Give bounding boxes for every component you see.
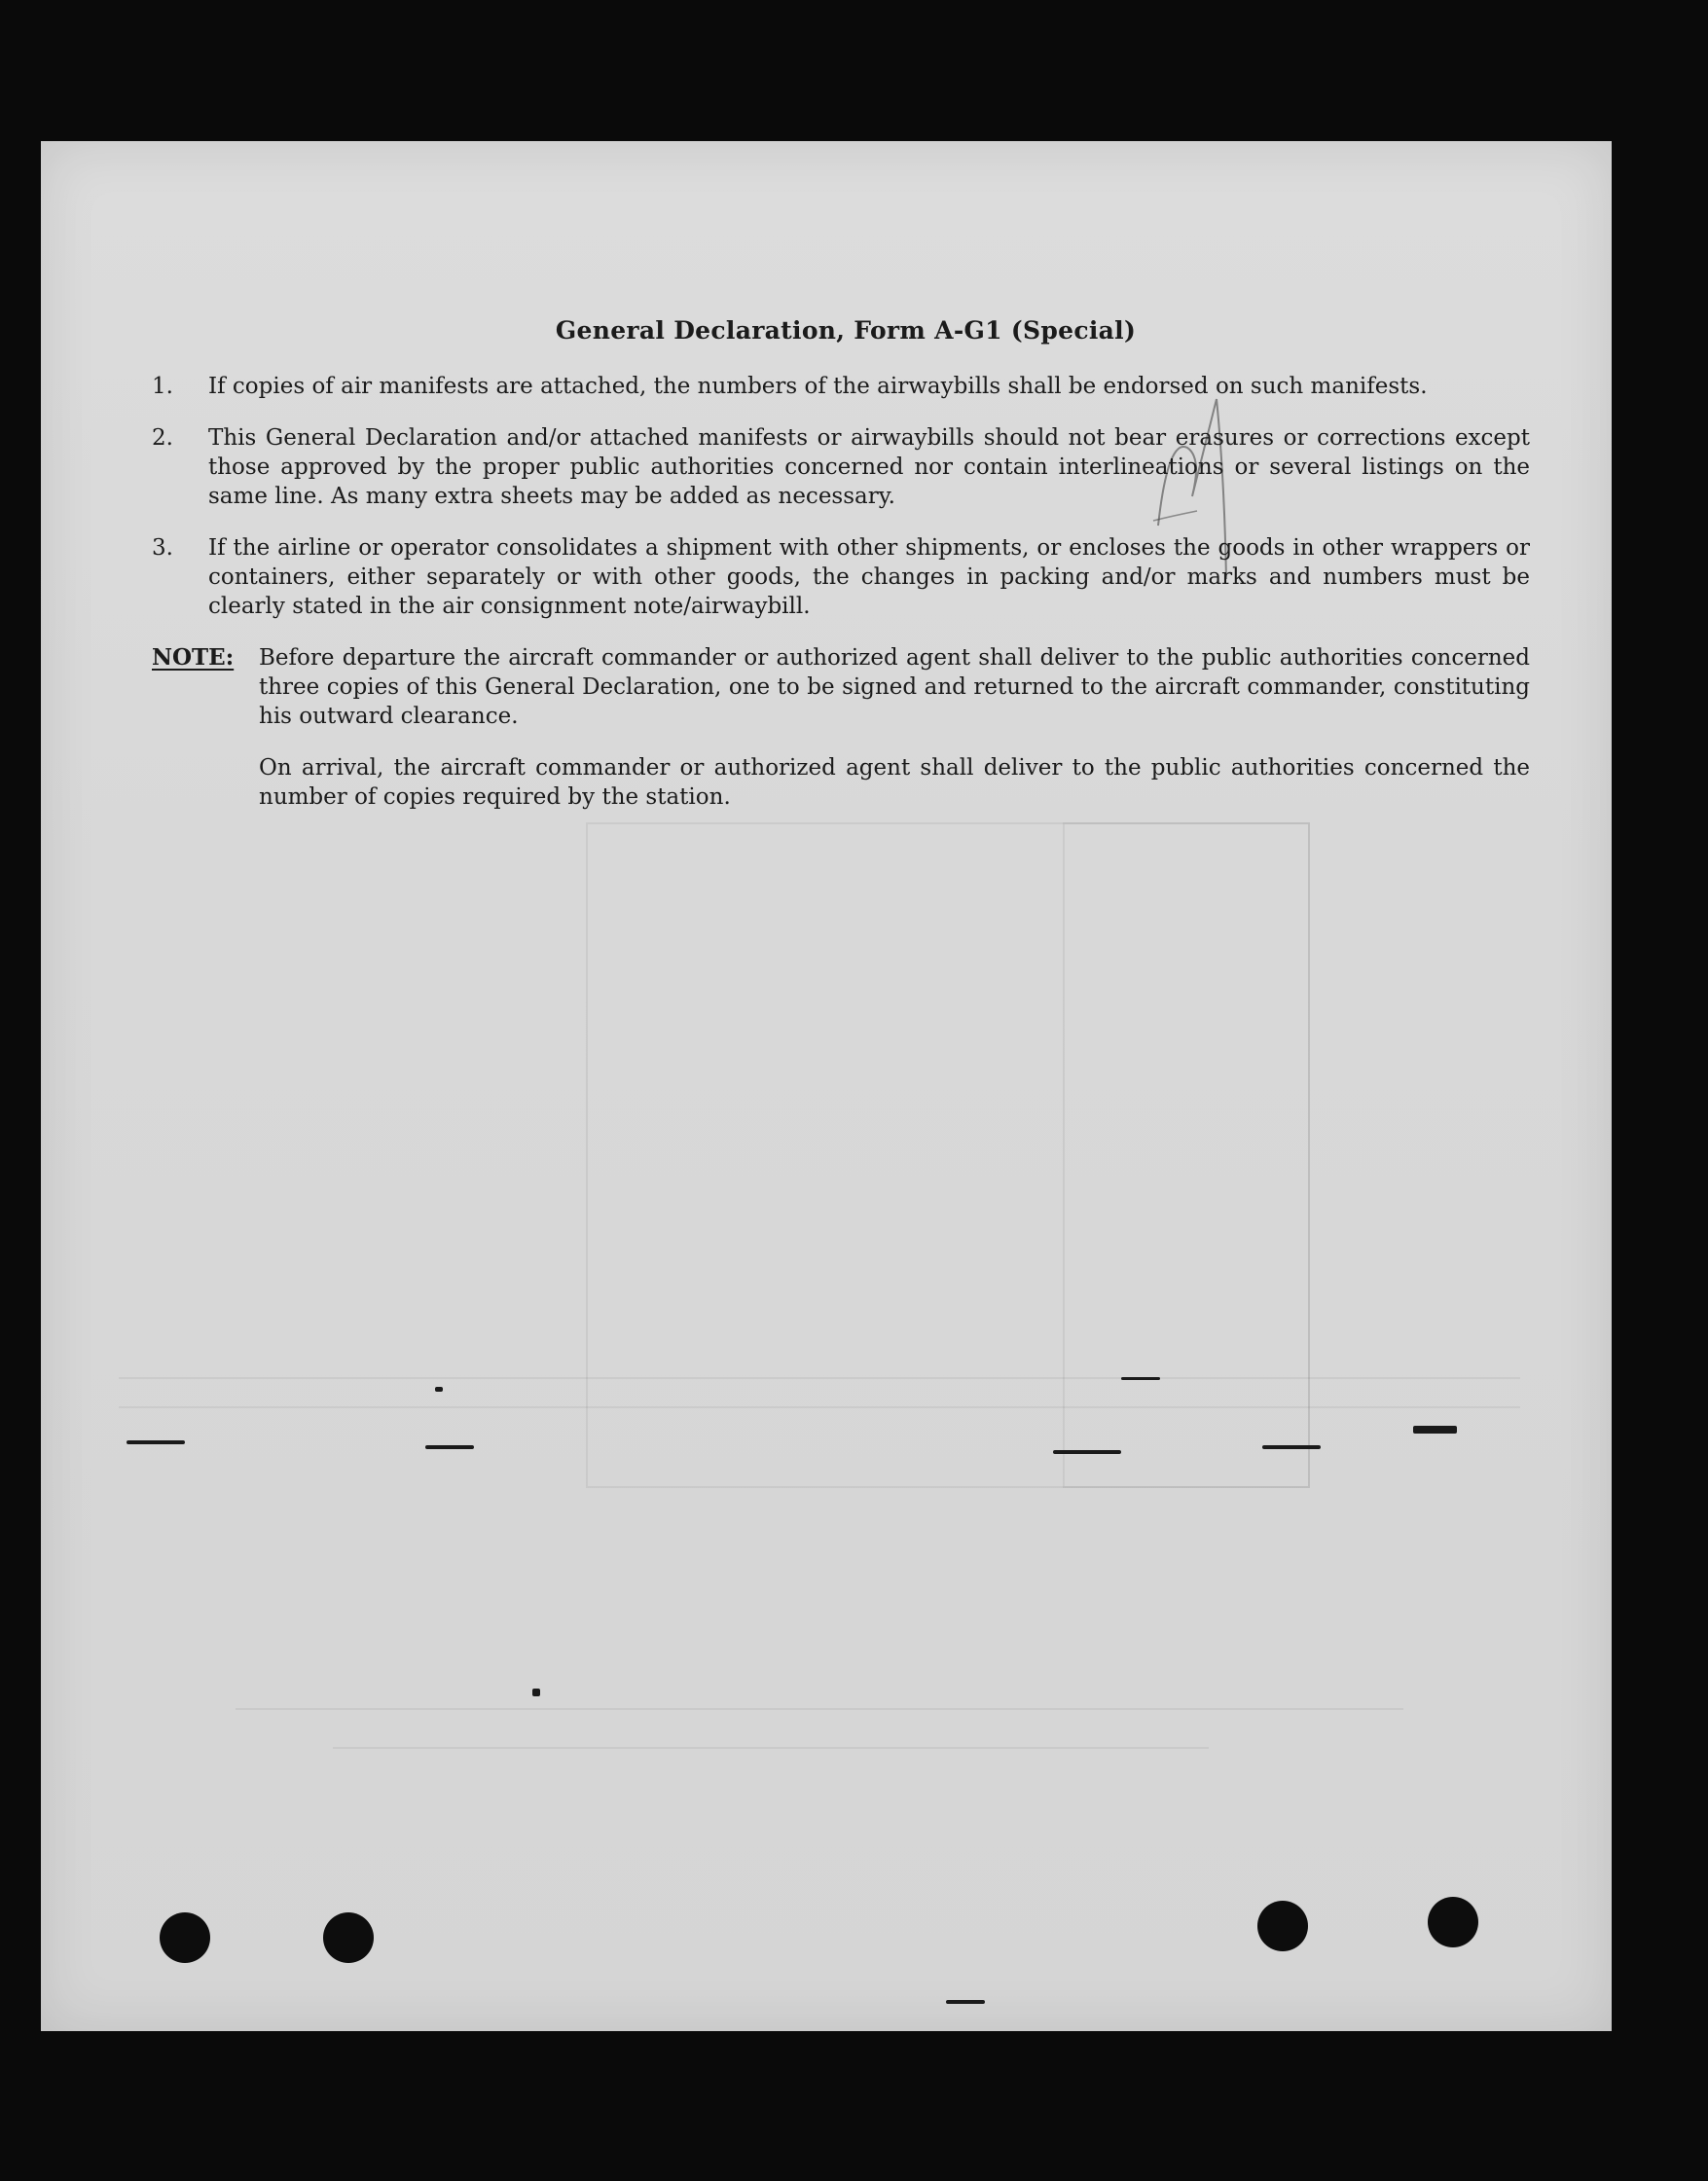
show-through-ghost	[333, 1747, 1209, 1749]
item-number: 3.	[152, 535, 173, 561]
scan-speck	[532, 1689, 540, 1696]
note-label: NOTE:	[152, 644, 235, 671]
punch-hole	[160, 1912, 210, 1963]
item-text: If the airline or operator consolidates a shipment with other shipments, or encloses the goods in other wrappers or containers, either separately or with other goods, the changes in packing and/or marks and numbers must be clearly stated in the air consignment note/airwaybill.	[208, 535, 1530, 619]
scan-speck	[1121, 1377, 1160, 1380]
scan-speck	[946, 2000, 985, 2004]
show-through-ghost	[1063, 822, 1310, 1488]
punch-hole	[1257, 1901, 1308, 1951]
scan-speck	[435, 1387, 443, 1392]
document-title: General Declaration, Form A-G1 (Special)	[555, 316, 1137, 345]
scan-speck	[127, 1440, 185, 1444]
note-paragraph: On arrival, the aircraft commander or authorized agent shall deliver to the public authorities concerned the number of copies required by the station.	[259, 755, 1530, 810]
note-section	[152, 643, 1530, 812]
document-sheet	[41, 141, 1612, 2031]
item-text: This General Declaration and/or attached manifests or airwaybills should not bear erasures or corrections except those approved by the proper public authorities concerned nor contain interlineations or several listings on the same line. As many extra sheets may be added as necessary.	[208, 425, 1530, 509]
scan-speck	[1053, 1450, 1121, 1454]
scan-speck	[425, 1445, 474, 1449]
punch-hole	[1428, 1897, 1478, 1947]
item-text: If copies of air manifests are attached, the numbers of the airwaybills shall be endorsed on such manifests.	[208, 374, 1428, 399]
note-paragraph: Before departure the aircraft commander or authorized agent shall deliver to the public authorities concerned three copies of this General Declaration, one to be signed and returned to the aircraft commander, constituting his outward clearance.	[259, 645, 1530, 729]
scan-speck	[1413, 1426, 1457, 1434]
show-through-ghost	[236, 1708, 1403, 1710]
show-through-ghost	[119, 1377, 1520, 1379]
instruction-item	[152, 372, 1530, 401]
declaration-instructions	[152, 316, 1530, 834]
scan-speck	[1262, 1445, 1321, 1449]
instruction-item	[152, 423, 1530, 511]
item-number: 1.	[152, 374, 173, 399]
item-number: 2.	[152, 425, 173, 451]
show-through-ghost	[119, 1406, 1520, 1408]
instruction-item	[152, 533, 1530, 621]
punch-hole	[323, 1912, 374, 1963]
